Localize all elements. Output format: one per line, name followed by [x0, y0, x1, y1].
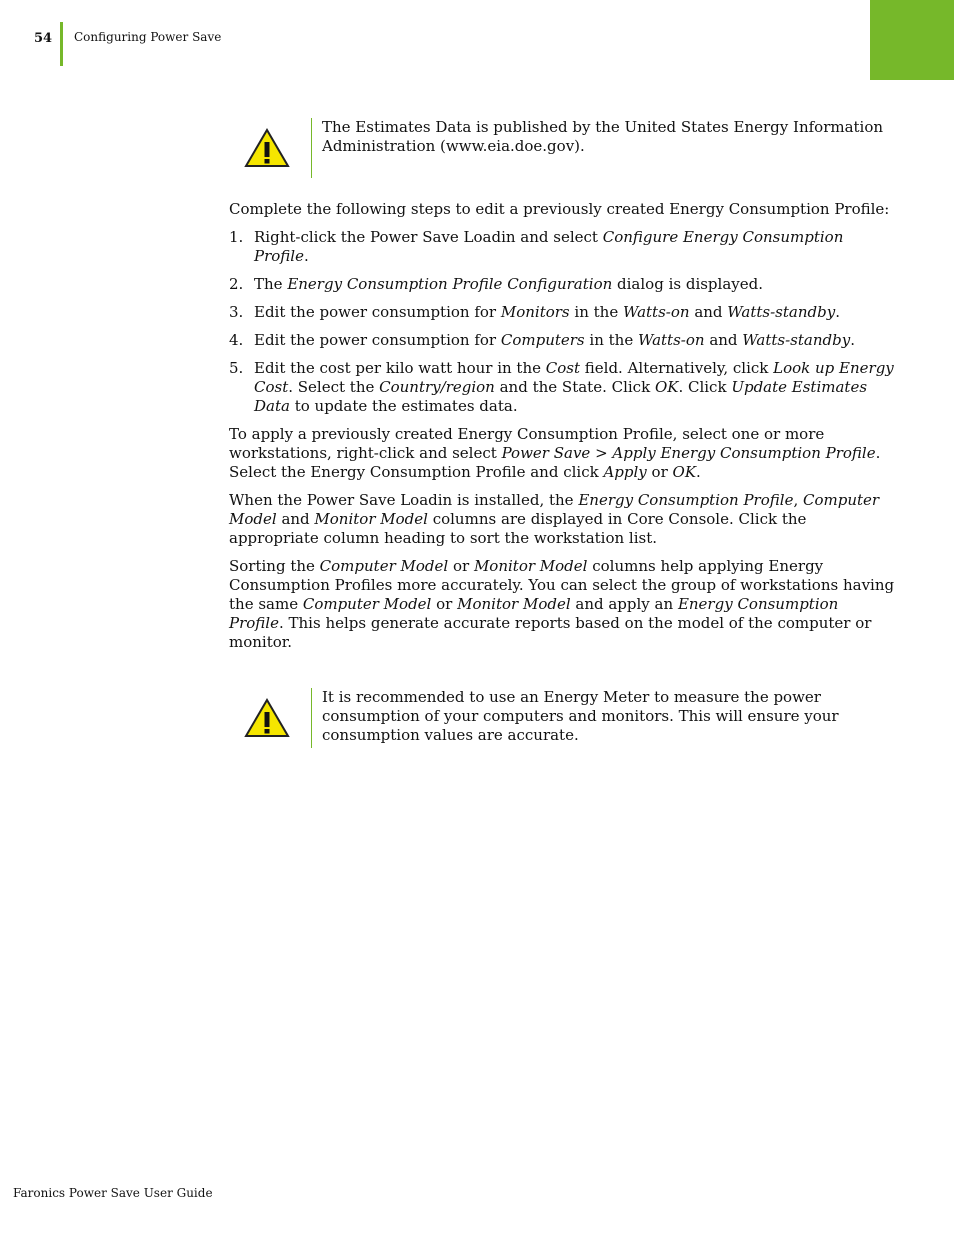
- emphasis-text: Configure Energy Consumption Profile: [254, 228, 844, 265]
- text-run: or: [646, 463, 673, 481]
- emphasis-text: OK: [672, 463, 697, 481]
- page-number: 54: [34, 31, 53, 46]
- step-item: [229, 303, 897, 322]
- emphasis-text: Energy Consumption Profile Configuration: [287, 275, 613, 293]
- text-run: or: [448, 557, 474, 575]
- emphasis-text: Monitor Model: [457, 595, 571, 613]
- body-paragraph: [229, 491, 897, 548]
- text-run: . Click: [678, 378, 732, 396]
- corner-tab: [870, 0, 954, 80]
- step-number: 2.: [229, 275, 244, 293]
- text-run: and the State. Click: [494, 378, 655, 396]
- text-run: in the: [569, 303, 623, 321]
- step-item: [229, 331, 897, 350]
- emphasis-text: Watts-on: [622, 303, 690, 321]
- emphasis-text: Update Estimates Data: [254, 378, 868, 415]
- text-run: The: [254, 275, 288, 293]
- warning-icon: [244, 128, 290, 168]
- text-run: columns help applying Energy Consumption Profiles more accurately. You can select the group of workstations having the same: [229, 557, 895, 613]
- text-run: to update the estimates data.: [289, 397, 518, 415]
- text-run: . This helps generate accurate reports based on the model of the computer or monitor.: [229, 614, 872, 651]
- text-run: field. Alternatively, click: [580, 359, 774, 377]
- step-item: [229, 275, 897, 294]
- main-content: [229, 200, 897, 661]
- text-run: and: [704, 331, 743, 349]
- emphasis-text: Watts-on: [637, 331, 705, 349]
- footer-title: Faronics Power Save User Guide: [13, 1186, 213, 1200]
- intro-paragraph: Complete the following steps to edit a previously created Energy Consumption Profile:: [229, 200, 890, 218]
- body-paragraph: [229, 557, 897, 652]
- emphasis-text: Computer Model: [229, 491, 880, 528]
- text-run: or: [431, 595, 458, 613]
- note-divider: [311, 688, 312, 748]
- emphasis-text: Energy Consumption Profile: [229, 595, 839, 632]
- emphasis-text: Watts-standby: [727, 303, 836, 321]
- text-run: in the: [584, 331, 638, 349]
- emphasis-text: Apply: [603, 463, 647, 481]
- note-text: It is recommended to use an Energy Meter to measure the power consumption of your computers and monitors. This will ensure your consumption values are accurate.: [322, 688, 839, 744]
- emphasis-text: Energy Consumption Profile: [578, 491, 794, 509]
- step-number: 1.: [229, 228, 244, 246]
- step-number: 3.: [229, 303, 244, 321]
- text-run: . Select the: [288, 378, 380, 396]
- text-run: .: [850, 331, 855, 349]
- emphasis-text: Monitor Model: [314, 510, 428, 528]
- emphasis-text: Country/region: [379, 378, 495, 396]
- step-item: [229, 359, 897, 416]
- text-run: . Select the Energy Consumption Profile and click: [229, 444, 881, 481]
- note-box: [229, 688, 899, 748]
- emphasis-text: Computer Model: [319, 557, 449, 575]
- text-run: dialog is displayed.: [612, 275, 763, 293]
- emphasis-text: Cost: [545, 359, 580, 377]
- emphasis-text: Look up Energy Cost: [254, 359, 894, 396]
- text-run: Edit the power consumption for: [254, 331, 501, 349]
- note-box: [229, 118, 899, 178]
- text-run: .: [835, 303, 840, 321]
- text-run: ,: [793, 491, 803, 509]
- text-run: When the Power Save Loadin is installed, the: [229, 491, 579, 509]
- text-run: .: [303, 247, 309, 265]
- step-item: [229, 228, 897, 266]
- text-run: columns are displayed in Core Console. Click the appropriate column heading to sort the workstation list.: [229, 510, 807, 547]
- emphasis-text: Power Save > Apply Energy Consumption Profile: [501, 444, 876, 462]
- emphasis-text: Watts-standby: [742, 331, 851, 349]
- body-paragraph: [229, 425, 897, 482]
- warning-icon: [244, 698, 290, 738]
- body-paragraphs: [229, 425, 897, 652]
- text-run: and apply an: [570, 595, 678, 613]
- emphasis-text: Computers: [500, 331, 585, 349]
- note-text: The Estimates Data is published by the United States Energy Information Administration (www.eia.doe.gov).: [322, 118, 884, 155]
- emphasis-text: OK: [654, 378, 679, 396]
- note-divider: [311, 118, 312, 178]
- text-run: and: [689, 303, 728, 321]
- steps-list: [229, 228, 897, 416]
- emphasis-text: Computer Model: [302, 595, 432, 613]
- text-run: .: [696, 463, 701, 481]
- text-run: and: [276, 510, 315, 528]
- step-number: 4.: [229, 331, 244, 349]
- chapter-title: Configuring Power Save: [74, 30, 222, 44]
- text-run: Sorting the: [229, 557, 320, 575]
- text-run: Edit the cost per kilo watt hour in the: [254, 359, 546, 377]
- header-divider: [60, 22, 63, 66]
- text-run: Right-click the Power Save Loadin and select: [254, 228, 603, 246]
- text-run: To apply a previously created Energy Consumption Profile, select one or more workstations, right-click and select: [229, 425, 825, 462]
- step-number: 5.: [229, 359, 244, 377]
- emphasis-text: Monitor Model: [473, 557, 588, 575]
- text-run: Edit the power consumption for: [254, 303, 501, 321]
- emphasis-text: Monitors: [500, 303, 570, 321]
